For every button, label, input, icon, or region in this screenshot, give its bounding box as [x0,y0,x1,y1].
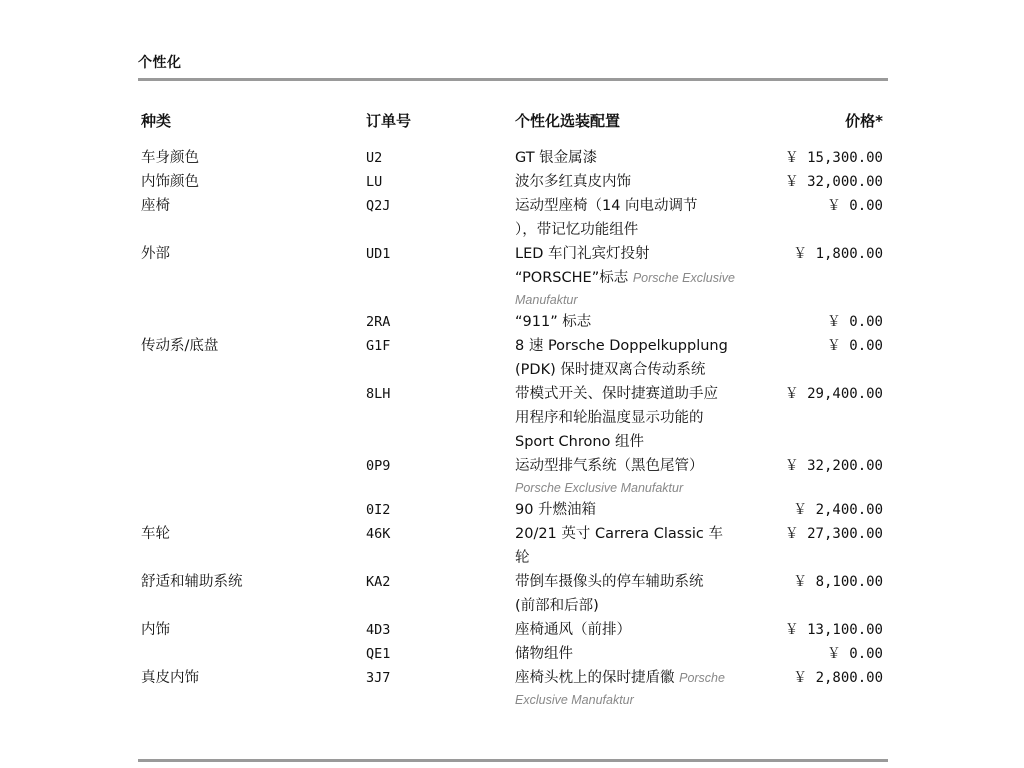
row-option [515,666,773,710]
row-option [515,310,773,334]
option-line [515,618,773,642]
option-text: (前部和后部) [515,598,599,614]
row-category: 内饰 [141,622,170,638]
row-price: ￥ 2,400.00 [793,502,883,518]
row-price: ￥ 15,300.00 [784,150,883,166]
option-text: 轮 [515,550,530,566]
table-row [138,334,883,382]
row-option [515,642,773,666]
option-line [515,570,773,594]
row-price: ￥ 32,200.00 [784,458,883,474]
option-line [515,382,773,406]
table-row [138,522,883,570]
option-text: 90 升燃油箱 [515,502,597,518]
row-price: ￥ 0.00 [826,646,883,662]
row-order-number: 8LH [366,386,391,402]
table-row [138,146,883,170]
row-price: ￥ 13,100.00 [784,622,883,638]
row-order-number: 46K [366,526,391,542]
table-row [138,170,883,194]
row-order-number: QE1 [366,646,391,662]
option-text: 波尔多红真皮内饰 [515,174,631,190]
option-line [515,218,773,242]
option-line [515,266,773,290]
option-line [515,194,773,218]
row-option [515,454,773,498]
option-line [515,310,773,334]
table-row [138,642,883,666]
options-table [138,146,883,710]
row-category: 传动系/底盘 [141,338,219,354]
header-option: 个性化选装配置 [515,112,621,130]
row-order-number: 0I2 [366,502,391,518]
row-option [515,382,773,454]
option-text: 座椅头枕上的保时捷盾徽 [515,670,675,686]
row-price: ￥ 27,300.00 [784,526,883,542]
table-row [138,498,883,522]
option-line [515,358,773,382]
row-option [515,618,773,642]
row-category: 座椅 [141,198,170,214]
header-order-number: 订单号 [366,112,412,130]
option-text: (PDK) 保时捷双离合传动系统 [515,362,706,378]
row-price: ￥ 0.00 [826,338,883,354]
row-price: ￥ 0.00 [826,198,883,214]
row-price: ￥ 8,100.00 [793,574,883,590]
table-row [138,666,883,710]
table-row [138,570,883,618]
table-row [138,194,883,242]
option-text: 用程序和轮胎温度显示功能的 [515,410,704,426]
row-option [515,242,773,310]
row-category: 车身颜色 [141,150,199,166]
table-row [138,618,883,642]
row-option [515,498,773,522]
row-price: ￥ 1,800.00 [793,246,883,262]
row-order-number: KA2 [366,574,391,590]
row-order-number: 3J7 [366,670,391,686]
option-text: GT 银金属漆 [515,150,598,166]
option-text: Sport Chrono 组件 [515,434,645,450]
row-category: 外部 [141,246,170,262]
option-text: 运动型排气系统（黑色尾管） [515,458,704,474]
option-text: ），带记忆功能组件 [515,222,639,238]
row-order-number: 2RA [366,314,391,330]
row-option [515,570,773,618]
table-row [138,242,883,310]
option-text: 运动型座椅（14 向电动调节 [515,198,698,214]
table-row [138,382,883,454]
option-line [515,146,773,170]
option-line [515,666,773,690]
option-line [515,522,773,546]
table-row [138,454,883,498]
option-line [515,334,773,358]
header-category: 种类 [141,112,172,130]
row-category: 车轮 [141,526,170,542]
option-text: 座椅通风（前排） [515,622,631,638]
option-line [515,546,773,570]
option-text: “PORSCHE”标志 [515,270,629,286]
row-price: ￥ 32,000.00 [784,174,883,190]
row-order-number: UD1 [366,246,391,262]
option-line [515,170,773,194]
option-line [515,498,773,522]
option-line [515,454,773,478]
option-brand-note: Porsche Exclusive Manufaktur [515,481,684,495]
option-text: “911” 标志 [515,314,592,330]
option-text: 带模式开关、保时捷赛道助手应 [515,386,718,402]
row-order-number: 4D3 [366,622,391,638]
row-order-number: G1F [366,338,391,354]
option-brand-note: Porsche [679,671,725,685]
option-text: 8 速 Porsche Doppelkupplung [515,338,728,354]
header-price: 价格* [845,112,883,130]
row-order-number: Q2J [366,198,391,214]
row-option [515,334,773,382]
row-option [515,194,773,242]
row-option [515,146,773,170]
option-text: 带倒车摄像头的停车辅助系统 [515,574,704,590]
option-line [515,594,773,618]
row-category: 舒适和辅助系统 [141,574,243,590]
option-brand-note: Manufaktur [515,293,578,307]
section-title: 个性化 [138,55,182,71]
option-line [515,642,773,666]
bottom-divider [138,759,888,762]
option-brand-note: Porsche Exclusive [632,271,735,285]
option-text: 储物组件 [515,646,573,662]
table-row [138,310,883,334]
top-divider [138,78,888,81]
option-line [515,242,773,266]
row-option [515,170,773,194]
row-order-number: 0P9 [366,458,391,474]
option-line [515,406,773,430]
row-order-number: LU [366,174,383,190]
row-category: 真皮内饰 [141,670,199,686]
row-option [515,522,773,570]
option-line [515,430,773,454]
option-text: LED 车门礼宾灯投射 [515,246,650,262]
row-order-number: U2 [366,150,383,166]
option-brand-note: Exclusive Manufaktur [515,693,634,707]
row-category: 内饰颜色 [141,174,199,190]
option-text: 20/21 英寸 Carrera Classic 车 [515,526,723,542]
row-price: ￥ 29,400.00 [784,386,883,402]
row-price: ￥ 2,800.00 [793,670,883,686]
table-header [138,110,883,132]
row-price: ￥ 0.00 [826,314,883,330]
